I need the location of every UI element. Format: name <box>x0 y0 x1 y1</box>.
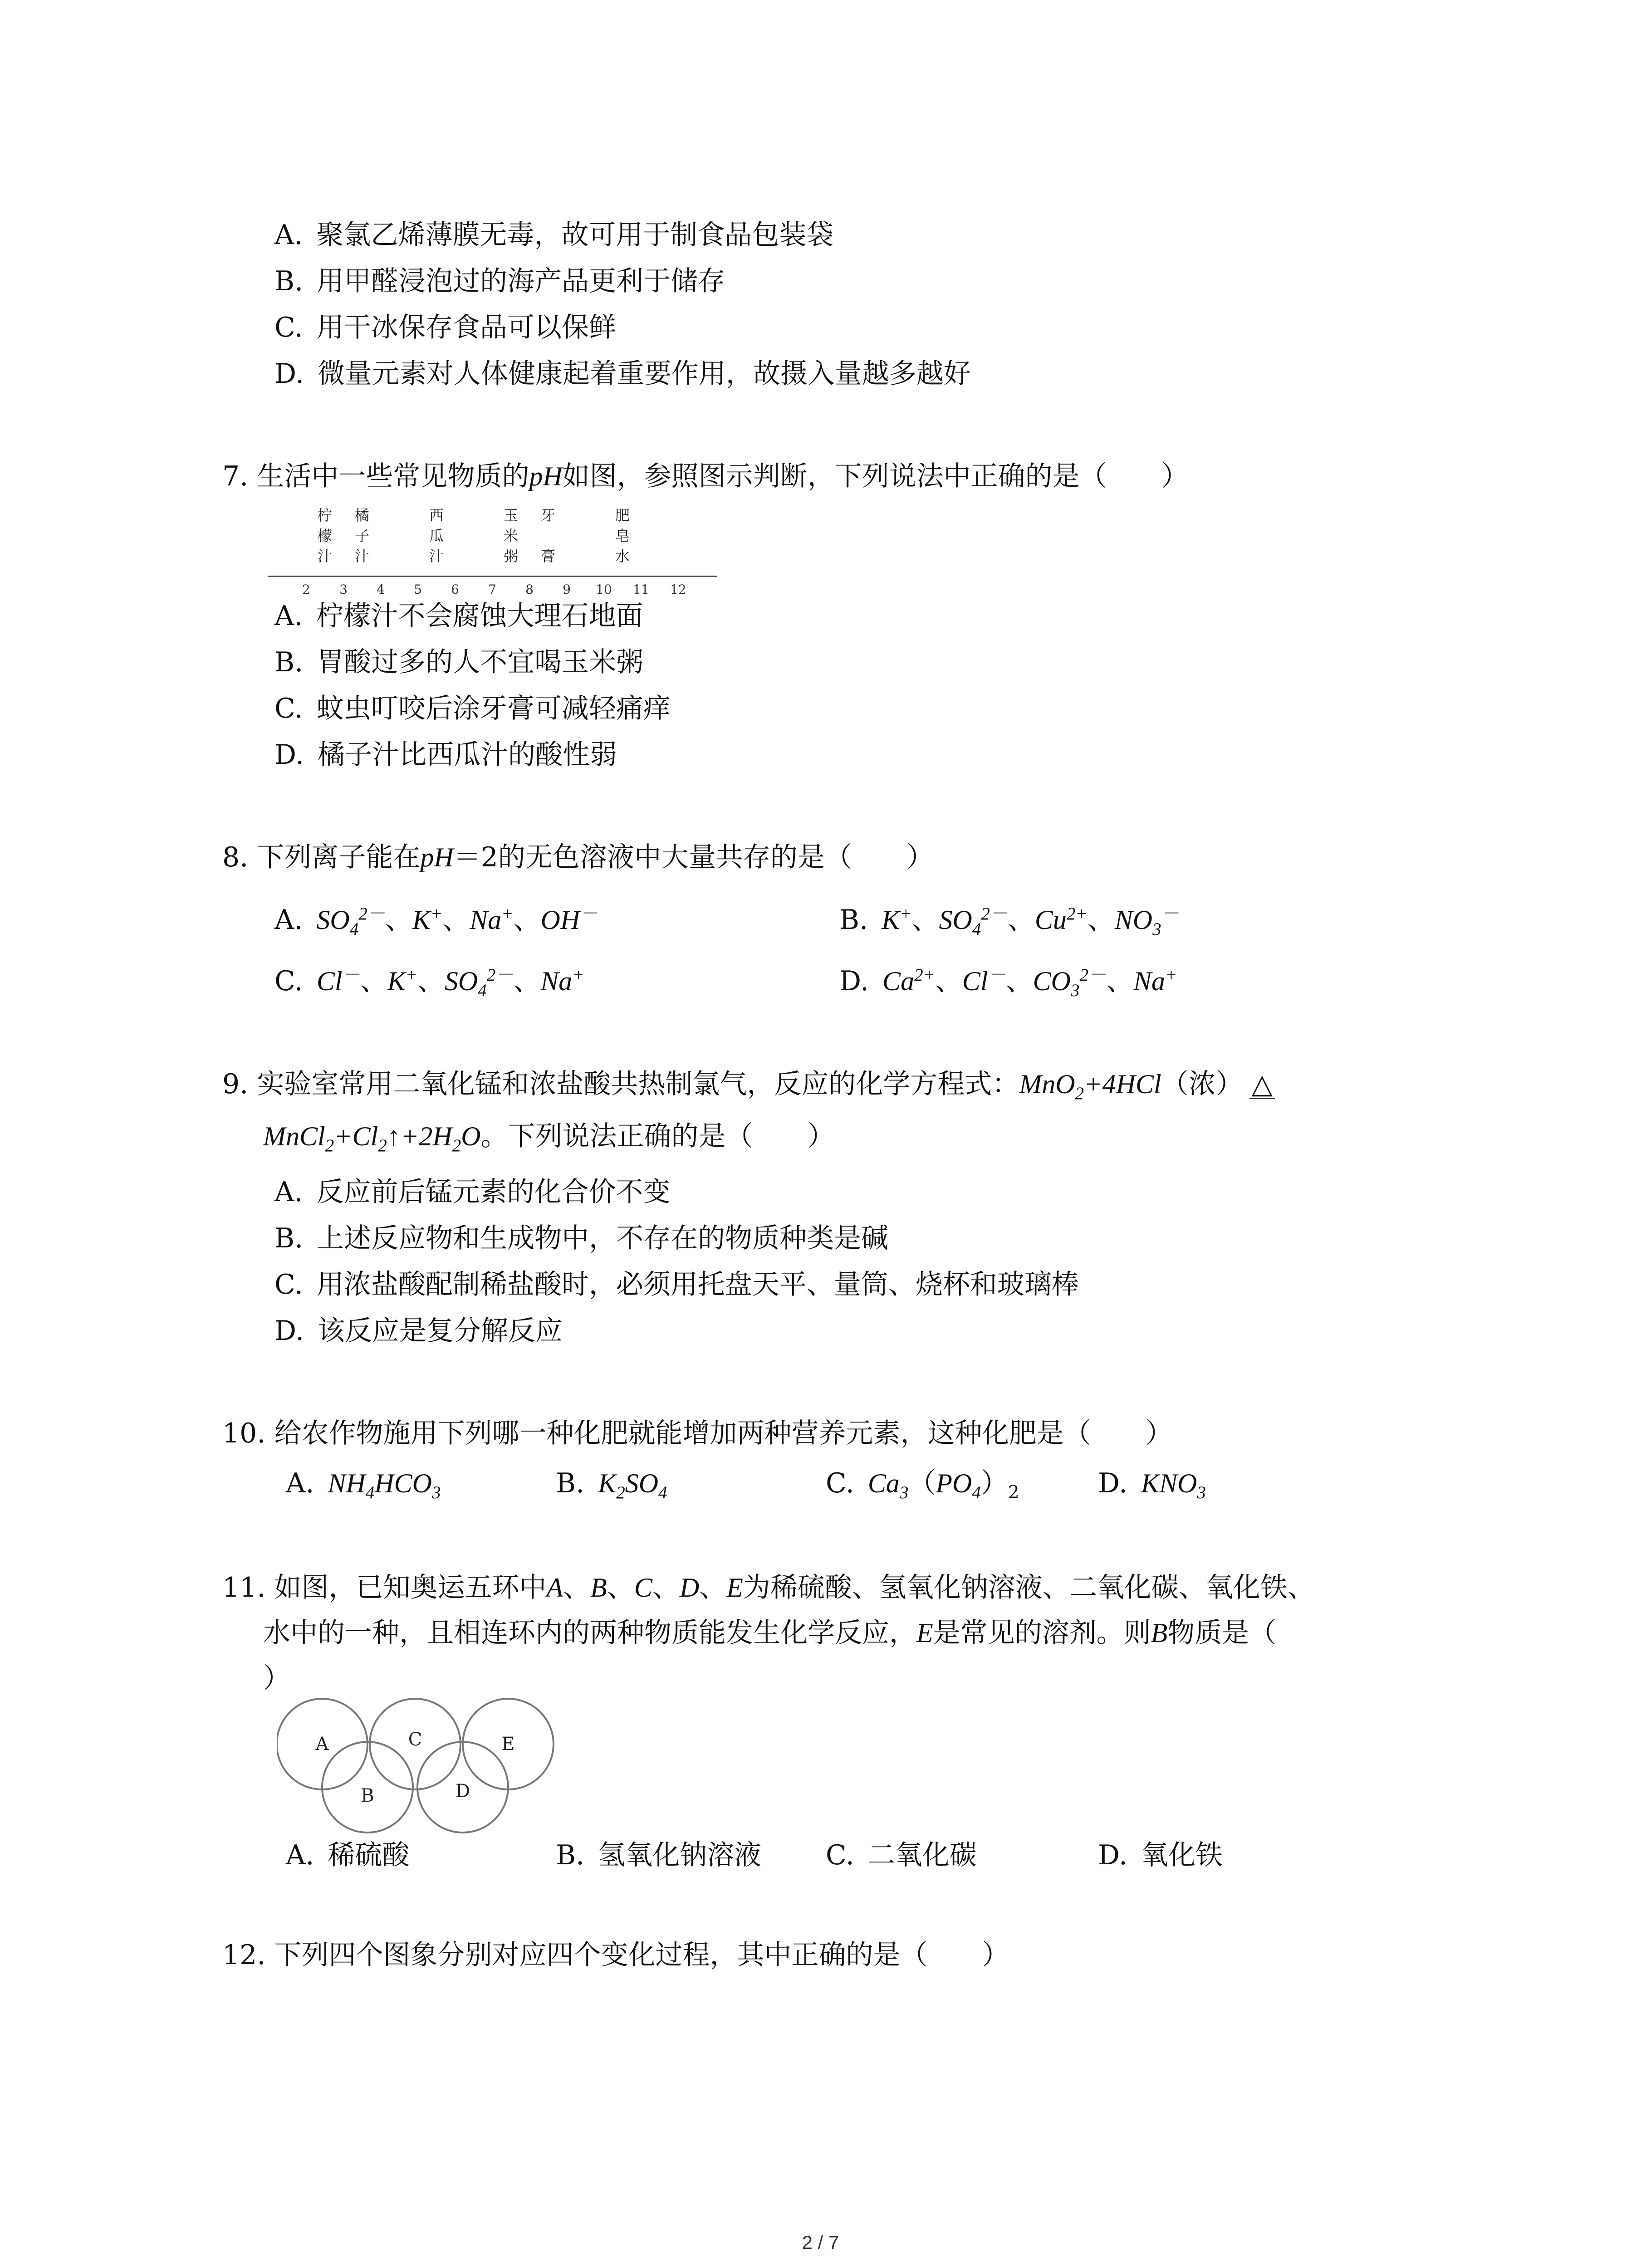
ph-axis <box>268 576 717 577</box>
option-label: A. <box>274 219 303 251</box>
option-text: 稀硫酸 <box>328 1839 410 1871</box>
q10-option-a: A. $NH_4HCO_3$ <box>286 1467 441 1502</box>
q10-option-c: C. $Ca_3(PO_4)_2$ <box>826 1467 1019 1503</box>
ion-list: $SO_4^{2-}$ <box>316 904 385 939</box>
q7-option-d <box>274 737 617 773</box>
q9-option-b <box>274 1220 888 1256</box>
ph-symbol: pH <box>529 461 563 491</box>
option-text: 用浓盐酸配制稀盐酸时，必须用托盘天平、量筒、烧杯和玻璃棒 <box>316 1269 1079 1300</box>
q11-option-c <box>826 1837 977 1873</box>
q6-option-c <box>274 309 616 346</box>
stem-text: 是常见的溶剂。则 <box>933 1617 1151 1649</box>
stem-text: ＝2的无色溶液中大量共存的是（ ） <box>453 841 934 873</box>
ring-label-c: C <box>408 1729 422 1750</box>
option-label: B. <box>274 646 304 678</box>
ph-substance-label: 米 <box>503 527 518 544</box>
option-label: C. <box>274 1269 303 1300</box>
ph-substance-label: 皂 <box>615 527 630 544</box>
option-text: 聚氯乙烯薄膜无毒，故可用于制食品包装袋 <box>316 219 834 251</box>
ph-tick-4: 4 <box>377 582 385 597</box>
olympic-rings-figure <box>277 1696 558 1837</box>
option-label: A. <box>274 904 303 936</box>
ph-tick-8: 8 <box>525 582 534 597</box>
option-text: 该反应是复分解反应 <box>318 1315 563 1347</box>
ph-substance-label: 汁 <box>354 547 369 565</box>
option-label: A. <box>286 1839 314 1871</box>
option-label: B. <box>556 1839 585 1871</box>
option-text: 柠檬汁不会腐蚀大理石地面 <box>316 600 643 632</box>
ph-substance-label: 玉 <box>503 507 518 524</box>
ph-substance-label: 肥 <box>615 507 630 524</box>
option-label: A. <box>286 1467 314 1499</box>
q7-option-c <box>274 690 671 727</box>
option-label: D. <box>274 739 304 771</box>
stem-text: 如图，参照图示判断，下列说法中正确的是（ ） <box>562 460 1189 492</box>
option-label: B. <box>274 1222 304 1254</box>
ring-label-b: B <box>361 1785 374 1806</box>
option-text: 胃酸过多的人不宜喝玉米粥 <box>317 646 644 678</box>
question-number: 9. <box>222 1068 249 1100</box>
q10-option-d: D. $KNO_3$ <box>1098 1467 1206 1502</box>
q12-stem <box>222 1937 1009 1973</box>
option-label: B. <box>839 904 868 936</box>
ion-list: K+ <box>882 904 912 935</box>
option-text: 微量元素对人体健康起着重要作用，故摄入量越多越好 <box>318 358 971 390</box>
q10-option-b: B. $K_2SO_4$ <box>556 1467 667 1502</box>
ph-substance-label: 粥 <box>503 547 518 565</box>
q9-stem-line1 <box>222 1066 1273 1112</box>
stem-text: 给农作物施用下列哪一种化肥就能增加两种营养元素，这种化肥是（ ） <box>274 1418 1173 1449</box>
ph-tick-11: 11 <box>633 582 649 597</box>
q7-option-a <box>274 598 643 634</box>
q7-option-b <box>274 644 643 680</box>
ph-tick-6: 6 <box>451 582 459 597</box>
q9-option-a <box>274 1174 670 1210</box>
q8-option-c: C. Cl－、K+、$SO_4^{2-}$、Na+ <box>274 965 584 1000</box>
equation-products: $MnCl_2+Cl_2↑+2H_2O$ <box>263 1121 481 1155</box>
q8-option-a: A. $SO_4^{2-}$、K+、Na+、OH－ <box>274 904 598 939</box>
option-label: C. <box>274 312 303 343</box>
stem-text: 下列四个图象分别对应四个变化过程，其中正确的是（ ） <box>274 1939 1009 1971</box>
ring-label-a: A <box>315 1734 329 1755</box>
option-label: C. <box>274 693 303 724</box>
stem-text: 。下列说法正确的是（ ） <box>480 1120 835 1152</box>
ph-tick-12: 12 <box>670 582 686 597</box>
q8-stem <box>222 839 934 875</box>
q6-option-d <box>274 356 971 392</box>
ph-tick-3: 3 <box>339 582 348 597</box>
ph-substance-label: 檬 <box>317 527 332 544</box>
ph-tick-2: 2 <box>302 582 310 597</box>
stem-text: ） <box>263 1662 290 1694</box>
option-label: D. <box>839 965 869 997</box>
ph-substance-label: 牙 <box>540 507 555 524</box>
option-label: C. <box>274 965 303 997</box>
option-text: 用干冰保存食品可以保鲜 <box>316 312 616 343</box>
stem-text: 下列离子能在 <box>257 841 421 873</box>
question-number: 12. <box>222 1939 266 1971</box>
option-label: D. <box>274 1315 304 1347</box>
stem-text: 物质是（ <box>1167 1617 1277 1649</box>
option-label: A. <box>274 1176 303 1208</box>
question-number: 8. <box>222 841 249 873</box>
ion-list: $Ca^{2+}$ <box>882 965 935 996</box>
q8-option-d: D. $Ca^{2+}$、Cl－、$CO_3^{2-}$、Na+ <box>839 965 1177 1000</box>
q11-option-a <box>286 1837 409 1873</box>
q9-option-c <box>274 1266 1079 1303</box>
ph-substance-label: 子 <box>354 527 369 544</box>
ph-tick-5: 5 <box>414 582 422 597</box>
option-label: C. <box>826 1839 854 1871</box>
option-text: 反应前后锰元素的化合价不变 <box>316 1176 671 1208</box>
option-text: 氢氧化钠溶液 <box>598 1839 762 1871</box>
option-text: 二氧化碳 <box>867 1839 977 1871</box>
stem-text: 为稀硫酸、氢氧化钠溶液、二氧化碳、氧化铁、 <box>743 1572 1315 1603</box>
q6-option-a <box>274 217 833 253</box>
ph-substance-label: 橘 <box>354 507 369 524</box>
option-text: 上述反应物和生成物中，不存在的物质种类是碱 <box>317 1222 889 1254</box>
ring-label-d: D <box>455 1781 470 1802</box>
stem-text: 实验室常用二氧化锰和浓盐酸共热制氯气，反应的化学方程式： <box>257 1068 1019 1100</box>
stem-text: 如图，已知奥运五环中 <box>274 1572 547 1603</box>
ph-substance-label: 瓜 <box>429 527 444 544</box>
ph-substance-label: 西 <box>429 507 444 524</box>
q11-stem-line2: 水中的一种，且相连环内的两种物质能发生化学反应，E是常见的溶剂。则B物质是（ <box>263 1617 1277 1649</box>
ph-tick-7: 7 <box>488 582 496 597</box>
option-text: 蚊虫叮咬后涂牙膏可减轻痛痒 <box>316 693 671 724</box>
option-label: D. <box>1098 1839 1128 1871</box>
option-text: 橘子汁比西瓜汁的酸性弱 <box>318 739 617 771</box>
option-label: D. <box>1098 1467 1128 1499</box>
q11-option-b <box>556 1837 761 1873</box>
q9-stem-line2 <box>263 1118 835 1164</box>
ion-list: Cl－ <box>316 965 360 996</box>
question-number: 11. <box>222 1572 266 1603</box>
ph-scale-figure <box>268 501 717 610</box>
heat-triangle-icon: △ <box>1252 1066 1273 1102</box>
option-label: D. <box>274 358 304 390</box>
ph-substance-label: 水 <box>615 547 630 565</box>
q7-stem <box>222 458 1189 494</box>
stem-text: 水中的一种，且相连环内的两种物质能发生化学反应， <box>263 1617 916 1649</box>
question-number: 7. <box>222 460 249 492</box>
option-label: A. <box>274 600 303 632</box>
q11-stem-line3 <box>263 1660 290 1696</box>
stem-text: 生活中一些常见物质的 <box>257 460 529 492</box>
option-label: B. <box>274 265 304 297</box>
ph-substance-label: 汁 <box>317 547 332 565</box>
stem-text: （浓） <box>1161 1068 1243 1100</box>
equation-reactants: MnO$_2$+4HCl <box>1019 1069 1161 1103</box>
ph-tick-9: 9 <box>563 582 571 597</box>
ph-tick-10: 10 <box>596 582 612 597</box>
ph-substance-label: 汁 <box>429 547 444 565</box>
ring-label-e: E <box>501 1734 515 1755</box>
option-text: 氧化铁 <box>1141 1839 1223 1871</box>
option-label: C. <box>826 1467 854 1499</box>
q11-option-d <box>1098 1837 1223 1873</box>
question-number: 10. <box>222 1418 266 1449</box>
ph-symbol: pH <box>420 842 454 872</box>
q9-option-d <box>274 1313 563 1349</box>
q8-option-b: B. K+、$SO_4^{2-}$、$Cu^{2+}$、$NO_3^-$ <box>839 904 1179 939</box>
option-label: B. <box>556 1467 585 1499</box>
q6-option-b <box>274 263 725 299</box>
option-text: 用甲醛浸泡过的海产品更利于储存 <box>317 265 725 297</box>
page-number: 2 / 7 <box>802 2232 839 2253</box>
ph-substance-label: 柠 <box>317 507 332 524</box>
q10-stem <box>222 1415 1173 1452</box>
ph-substance-label: 膏 <box>540 547 555 565</box>
q11-stem-line1: 11. 如图，已知奥运五环中A、B、C、D、E为稀硫酸、氢氧化钠溶液、二氧化碳、氧化铁、 <box>222 1572 1315 1603</box>
